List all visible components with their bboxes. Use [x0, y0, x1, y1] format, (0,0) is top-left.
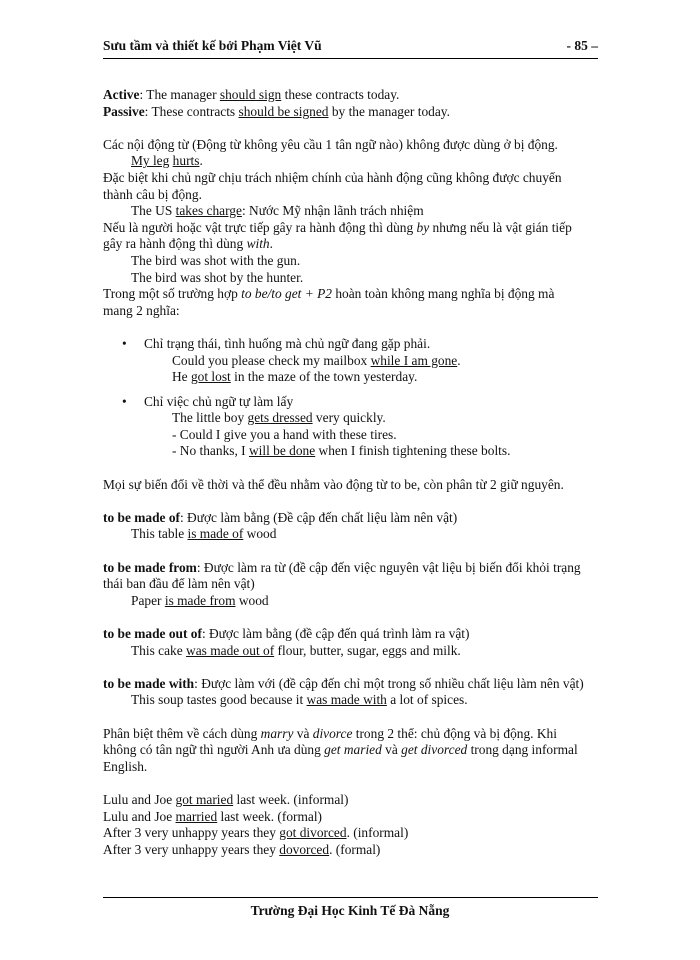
divorce-example-1: After 3 very unhappy years they got divorced. (informal): [103, 825, 409, 841]
bullet-state: • Chỉ trạng thái, tình huống mà chủ ngữ đang gặp phải.: [122, 335, 431, 351]
marry-divorce-line1: Phân biệt thêm về cách dùng marry và divorce trong 2 thể: chủ động và bị động. Khi: [103, 725, 557, 741]
marriage-example-2: Lulu and Joe married last week. (formal): [103, 808, 323, 824]
made-out-of-example: This cake was made out of flour, butter, sugar, eggs and milk.: [131, 642, 461, 658]
bullet-self-example-3: - No thanks, I will be done when I finish tightening these bolts.: [172, 443, 511, 459]
us-example: The US takes charge: Nước Mỹ nhận lãnh trách nhiệm: [131, 203, 424, 219]
marry-divorce-line3: English.: [103, 758, 148, 774]
bullet-self-example-1: The little boy gets dressed very quickly.: [172, 410, 386, 426]
made-from-example: Paper is made from wood: [131, 592, 269, 608]
special-rule-line1: Đặc biệt khi chủ ngữ chịu trách nhiệm chính của hành động cũng không được chuyển: [103, 169, 562, 185]
bird-example-1: The bird was shot with the gun.: [131, 252, 301, 268]
bullet-self-action: • Chỉ việc chủ ngữ tự làm lấy: [122, 393, 294, 409]
made-with-definition: to be made with: Được làm với (đề cập đến chỉ một trong số nhiều chất liệu làm nên vật): [103, 675, 584, 691]
bullet-state-example-1: Could you please check my mailbox while I am gone.: [172, 352, 461, 368]
tobe-rule-line2: mang 2 nghĩa:: [103, 302, 180, 318]
page-footer: Trường Đại Học Kinh Tế Đà Nẵng: [250, 903, 450, 918]
passive-example: Passive: These contracts should be signed by the manager today.: [103, 103, 450, 119]
footer-divider: [103, 897, 598, 898]
by-with-rule-line2: gây ra hành động thì dùng with.: [103, 236, 273, 252]
made-of-example: This table is made of wood: [131, 526, 277, 542]
made-of-definition: to be made of: Được làm bằng (Đề cập đến chất liệu làm nên vật): [103, 509, 458, 525]
bird-example-2: The bird was shot by the hunter.: [131, 269, 304, 285]
tense-change-rule: Mọi sự biến đổi về thời và thể đều nhằm vào động từ to be, còn phân từ 2 giữ nguyên.: [103, 476, 564, 492]
page-content: [103, 87, 603, 858]
made-with-example: This soup tastes good because it was made with a lot of spices.: [131, 692, 468, 708]
by-with-rule-line1: Nếu là người hoặc vật trực tiếp gây ra hành động thì dùng by nhưng nếu là vật gián tiếp: [103, 219, 572, 235]
bullet-icon: •: [122, 393, 127, 409]
active-example: Active: The manager should sign these contracts today.: [103, 87, 400, 102]
divorce-example-2: After 3 very unhappy years they dovorced. (formal): [103, 841, 381, 857]
marriage-example-1: Lulu and Joe got maried last week. (informal): [103, 791, 349, 807]
page-header: [103, 38, 598, 59]
my-leg-example: My leg hurts.: [131, 153, 203, 169]
intransitive-rule: Các nội động từ (Động từ không yêu cầu 1 tân ngữ nào) không được dùng ở bị động.: [103, 136, 558, 152]
made-from-definition: to be made from: Được làm ra từ (đề cập đến việc nguyên vật liệu bị biến đổi khỏi trạng: [103, 559, 581, 575]
marry-divorce-line2: không có tân ngữ thì người Anh ưa dùng get maried và get divorced trong dạng informal: [103, 742, 578, 758]
made-from-definition-cont: thái ban đầu để làm nên vật): [103, 576, 255, 592]
bullet-self-example-2: - Could I give you a hand with these tires.: [172, 426, 397, 442]
special-rule-line2: thành câu bị động.: [103, 186, 202, 202]
made-out-of-definition: to be made out of: Được làm bằng (đề cập đến quá trình làm ra vật): [103, 626, 470, 641]
page-number: - 85 –: [566, 38, 598, 53]
header-author: Sưu tầm và thiết kế bởi Phạm Việt Vũ: [103, 38, 322, 53]
tobe-rule-line1: Trong một số trường hợp to be/to get + P2 hoàn toàn không mang nghĩa bị động mà: [103, 286, 555, 302]
bullet-state-example-2: He got lost in the maze of the town yesterday.: [172, 369, 418, 385]
bullet-icon: •: [122, 335, 127, 351]
